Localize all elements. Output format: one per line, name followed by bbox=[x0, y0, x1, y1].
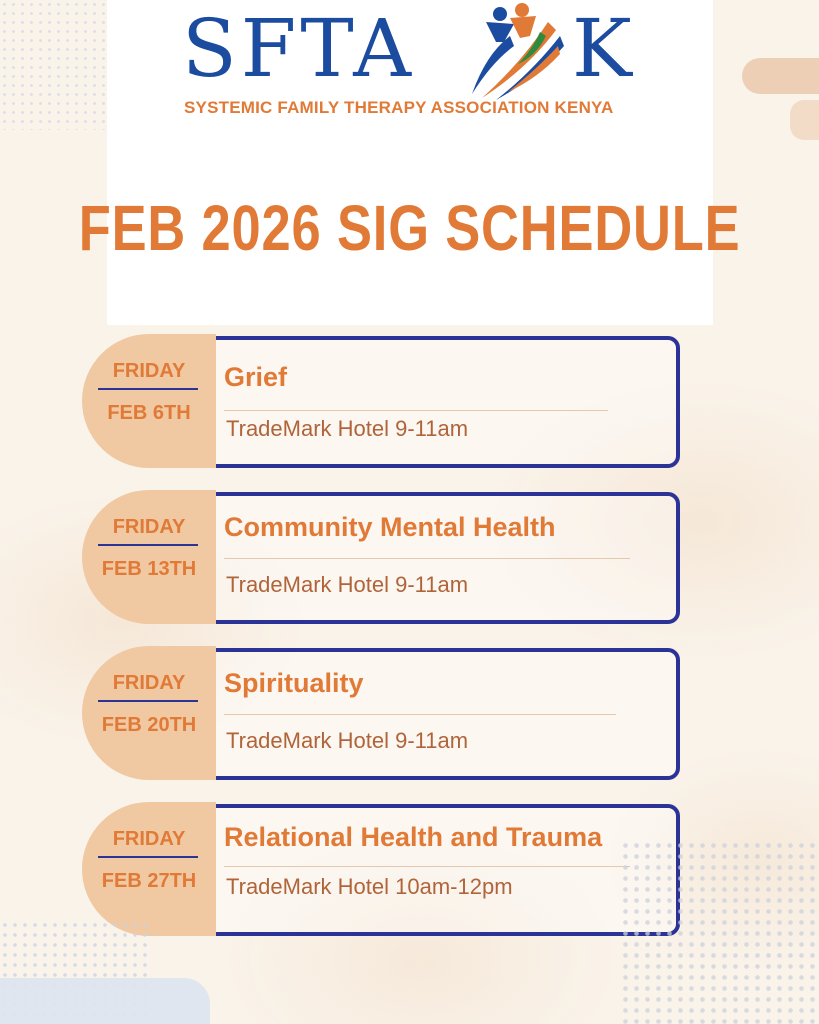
dot-pattern-decoration bbox=[0, 0, 110, 130]
date-badge-fill bbox=[149, 490, 216, 624]
event-topic: Community Mental Health bbox=[224, 512, 556, 542]
event-day: FRIDAY bbox=[112, 828, 186, 850]
schedule-item bbox=[80, 646, 680, 780]
logo-wordmark-k: K bbox=[572, 2, 632, 95]
dot-pattern-decoration bbox=[620, 840, 819, 1024]
event-venue: TradeMark Hotel 9-11am bbox=[226, 416, 469, 441]
event-topic: Relational Health and Trauma bbox=[224, 822, 603, 852]
event-topic: Spirituality bbox=[224, 668, 364, 698]
event-topic: Grief bbox=[224, 362, 288, 392]
day-divider bbox=[98, 544, 198, 546]
topic-divider bbox=[224, 558, 630, 559]
event-card bbox=[178, 336, 680, 468]
corner-shape-decoration bbox=[0, 978, 210, 1024]
corner-shape-decoration bbox=[742, 58, 819, 94]
event-venue: TradeMark Hotel 9-11am bbox=[226, 572, 469, 597]
event-date: FEB 27TH bbox=[101, 870, 197, 892]
date-badge-fill bbox=[149, 646, 216, 780]
event-day: FRIDAY bbox=[112, 360, 186, 382]
schedule-item bbox=[80, 334, 680, 468]
day-divider bbox=[98, 388, 198, 390]
corner-shape-decoration bbox=[790, 100, 819, 140]
topic-divider bbox=[224, 410, 608, 411]
event-day: FRIDAY bbox=[112, 672, 186, 694]
event-venue: TradeMark Hotel 10am-12pm bbox=[226, 874, 513, 899]
logo-wordmark: SFTA bbox=[182, 2, 416, 95]
event-day: FRIDAY bbox=[112, 516, 186, 538]
people-swoosh-emblem-icon bbox=[452, 2, 570, 102]
event-date: FEB 6TH bbox=[107, 402, 191, 424]
day-divider bbox=[98, 700, 198, 702]
schedule-item bbox=[80, 490, 680, 624]
date-badge-fill bbox=[149, 334, 216, 468]
event-date: FEB 13TH bbox=[101, 558, 197, 580]
logo-tagline: SYSTEMIC FAMILY THERAPY ASSOCIATION KENYA bbox=[184, 98, 614, 117]
day-divider bbox=[98, 856, 198, 858]
event-date: FEB 20TH bbox=[101, 714, 197, 736]
topic-divider bbox=[224, 866, 630, 867]
schedule-item bbox=[80, 802, 680, 936]
topic-divider bbox=[224, 714, 616, 715]
event-venue: TradeMark Hotel 9-11am bbox=[226, 728, 469, 753]
date-badge-fill bbox=[149, 802, 216, 936]
page-title: FEB 2026 SIG SCHEDULE bbox=[78, 192, 741, 264]
